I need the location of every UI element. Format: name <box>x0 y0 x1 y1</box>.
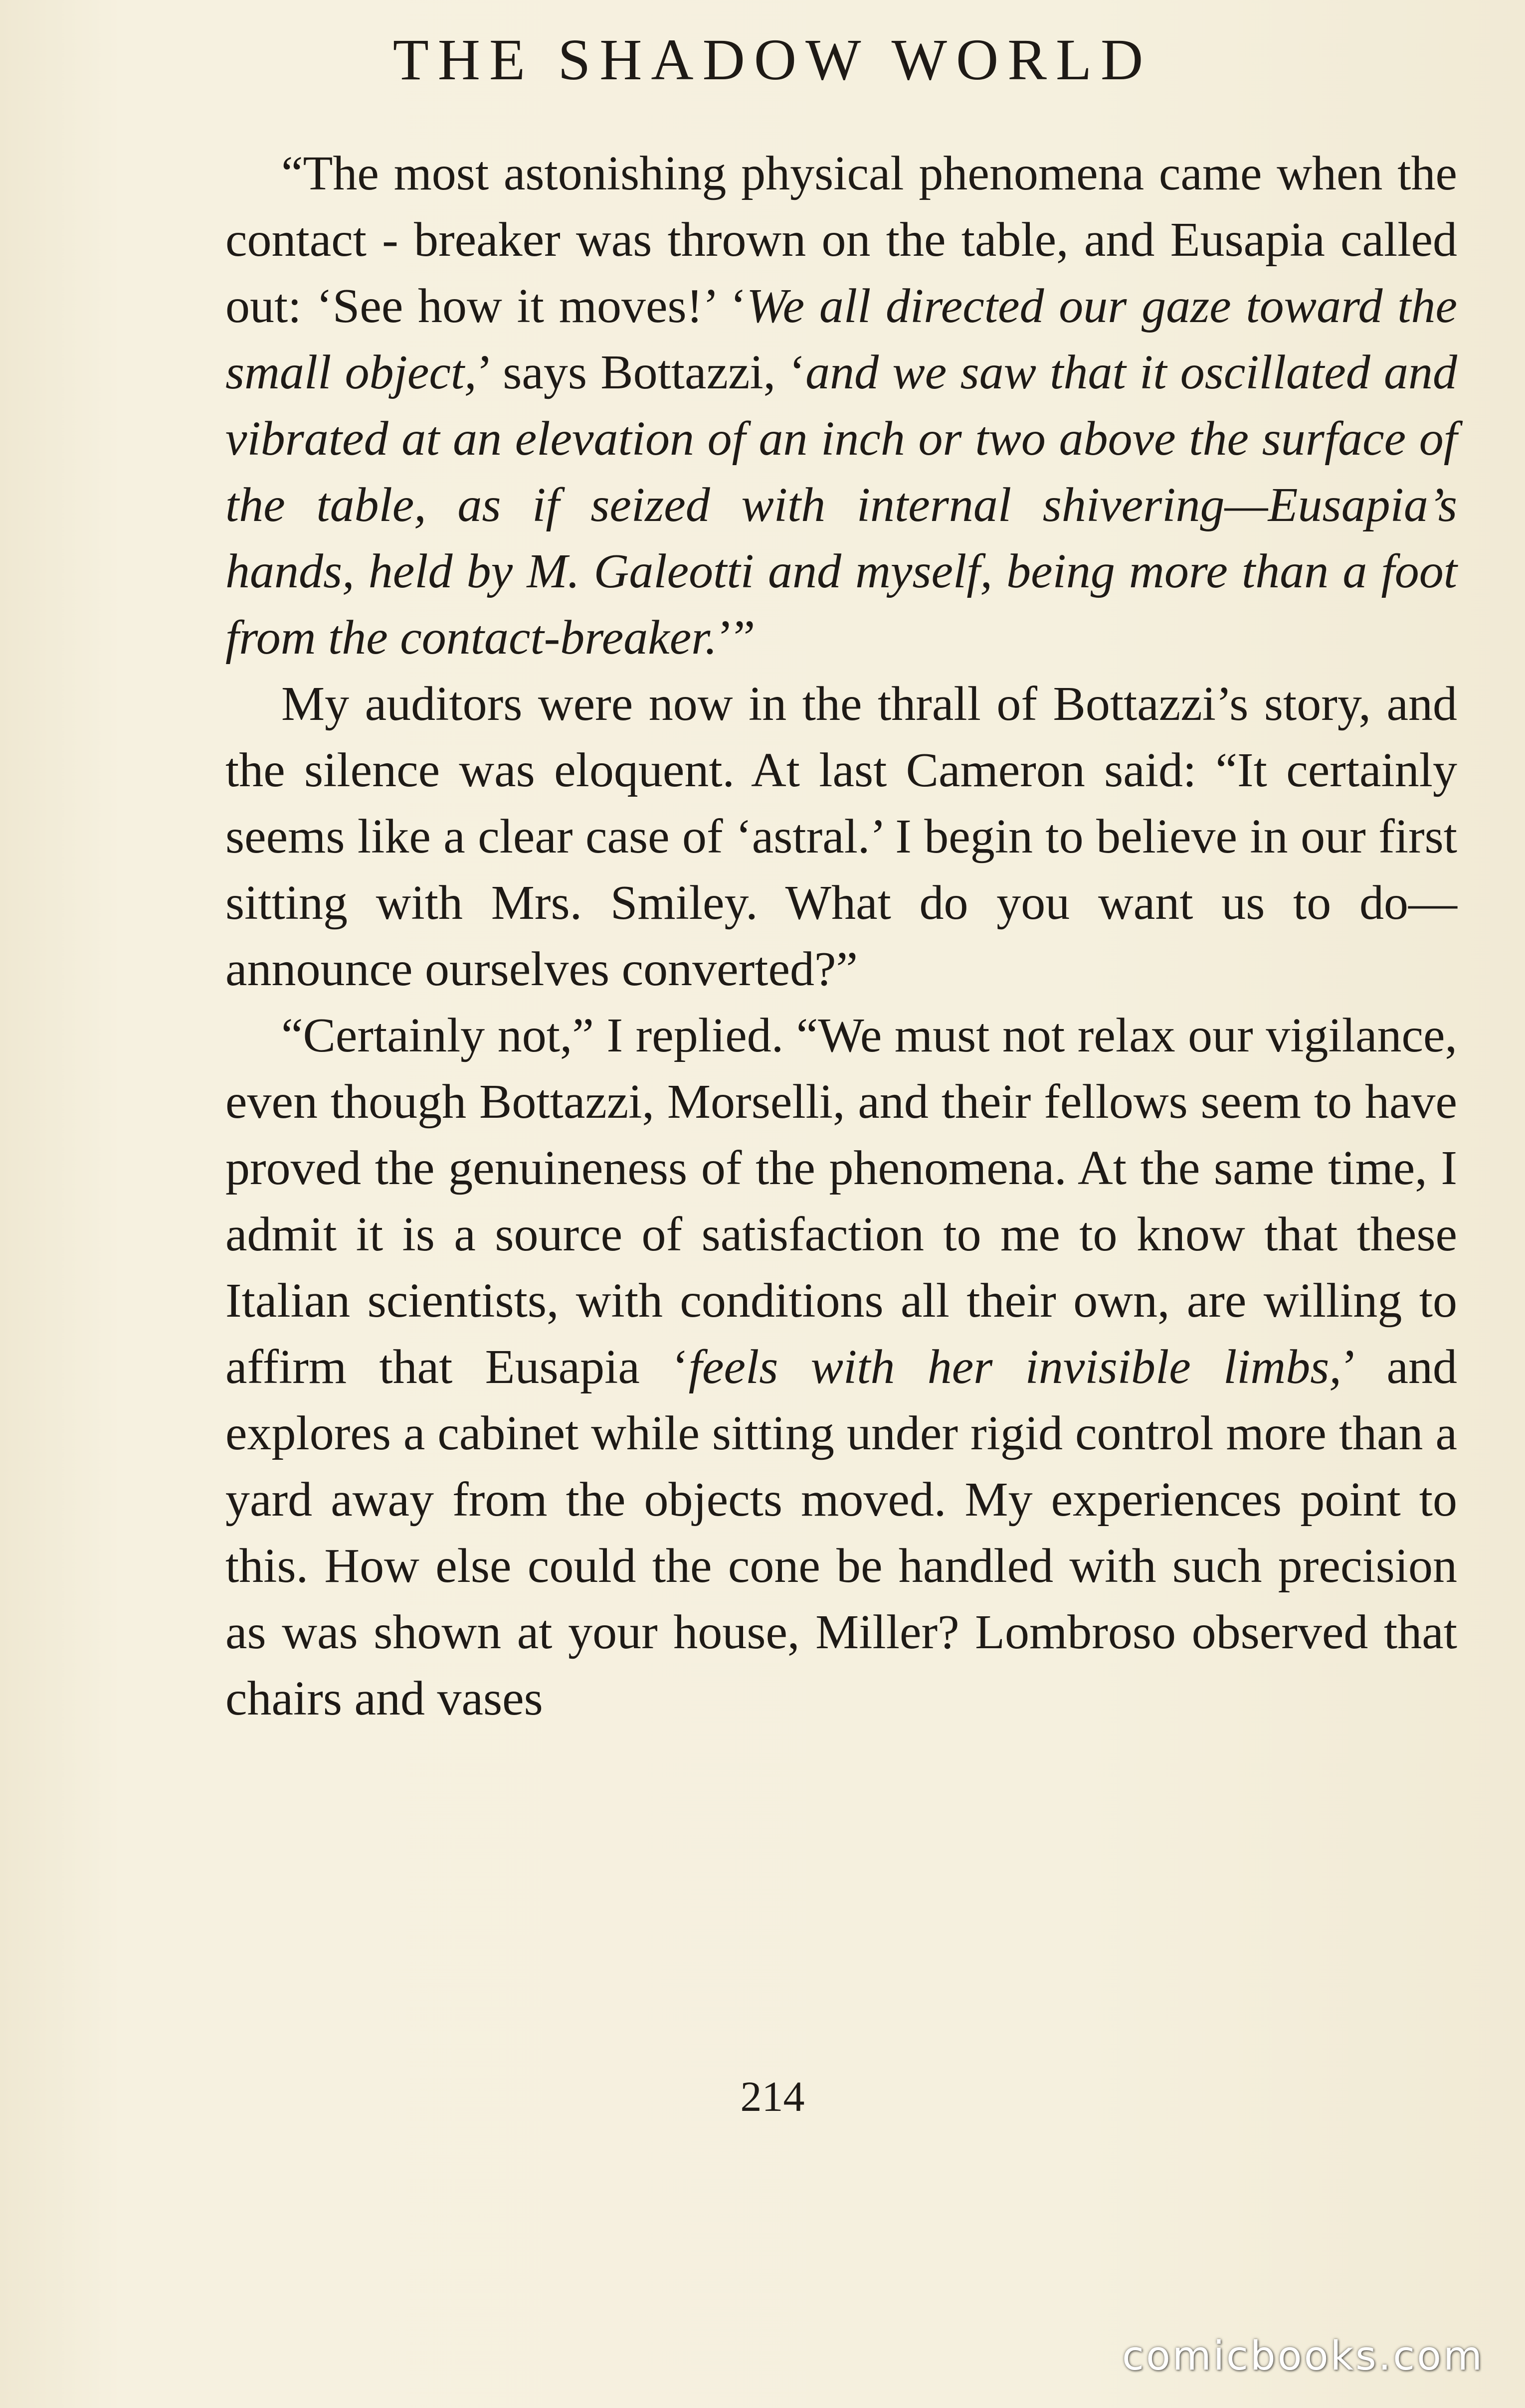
paragraph-3-text-a: “Certainly not,” I replied. “We must not relax our vigilance, even though Bottazzi, Morselli, and their fellows seem to have proved the genuineness of the phenomena. At the same time, I admit it is a source of satisfaction to me to know that these Italian scientists, with conditions all their own, are willing to affirm that Eusapia ‘ <box>225 1009 1457 1394</box>
paragraph-3 <box>225 1003 1457 1732</box>
body-text <box>225 141 1457 1732</box>
paragraph-1-text-c: ’” <box>717 611 756 665</box>
paragraph-1-italic-2: and we saw that it oscillated and vibrated at an elevation of an inch or two above the surface of the table, as if seized with internal shivering—Eusapia’s hands, held by M. Galeotti and myself, being more than a foot from the contact-breaker. <box>225 345 1457 665</box>
paragraph-1 <box>225 141 1457 671</box>
paragraph-1-text-b: ’ says Bottazzi, ‘ <box>476 345 806 399</box>
paragraph-2: My auditors were now in the thrall of Bottazzi’s story, and the silence was eloquent. At last Cameron said: “It certainly seems like a clear case of ‘astral.’ I begin to believe in our first sitting with Mrs. Smiley. What do you want us to do—announce ourselves converted?” <box>225 677 1457 996</box>
watermark: comicbooks.com <box>1122 2333 1484 2379</box>
running-title: THE SHADOW WORLD <box>392 27 1152 92</box>
paragraph-3-italic: feels with her invisible limbs, <box>688 1340 1341 1394</box>
paragraph-1-text-a: “The most astonishing physical phenomena came when the contact - breaker was thrown on the table, and Eusapia called out: ‘See how it moves!’ ‘ <box>225 147 1457 333</box>
page-number: 214 <box>740 2072 805 2120</box>
paragraph-3-text-b: ’ and explores a cabinet while sitting under rigid control more than a yard away from the objects moved. My experiences point to this. How else could the cone be handled with such precision as was shown at your house, Miller? Lombroso observed that chairs and vases <box>225 1340 1457 1725</box>
paragraph-1-italic-1: We all directed our gaze toward the small object, <box>225 279 1457 399</box>
